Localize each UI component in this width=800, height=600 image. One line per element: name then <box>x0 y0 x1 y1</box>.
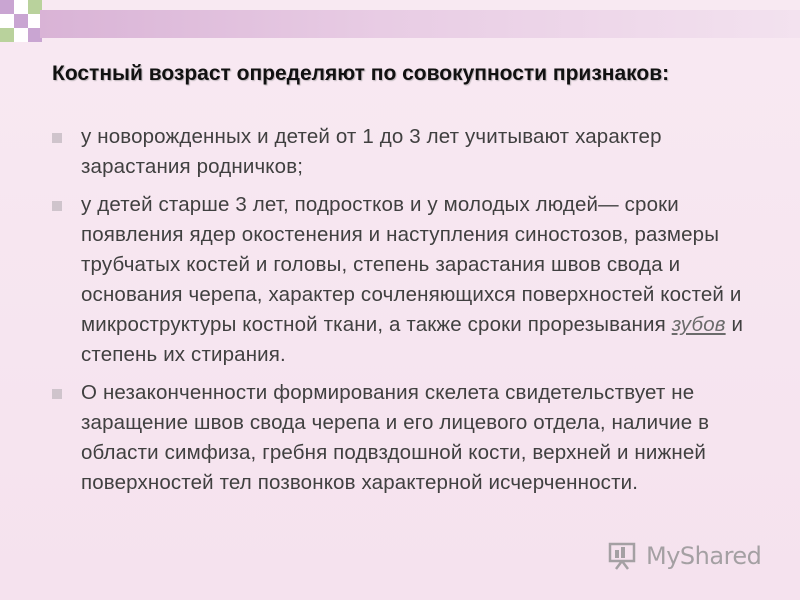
bullet-text-continued: и степень их стирания. <box>81 313 744 366</box>
deco-square <box>0 0 14 14</box>
deco-square <box>14 14 28 28</box>
square-bullet-icon <box>52 133 62 143</box>
deco-square <box>0 14 14 28</box>
title-bar-gradient <box>40 10 800 38</box>
bullet-text: у новорожденных и детей от 1 до 3 лет учитывают характер зарастания родничков; <box>81 125 662 178</box>
bullet-item <box>48 122 768 182</box>
square-bullet-icon <box>52 201 62 211</box>
watermark-text: MyShared <box>646 542 762 570</box>
teeth-link[interactable]: зубов <box>671 313 726 336</box>
deco-square <box>14 0 28 14</box>
bullet-item <box>48 190 768 370</box>
bullet-item <box>48 378 768 498</box>
presentation-board-icon <box>608 541 640 571</box>
bullet-text: О незаконченности формирования скелета свидетельствует не заращение швов свода черепа и его лицевого отдела, наличие в области симфиза, гребня подвздошной кости, верхней и нижней поверхностей тел позвонков характерной исчерченности. <box>81 381 710 494</box>
square-bullet-icon <box>52 389 62 399</box>
bullet-text: у детей старше 3 лет, подростков и у молодых людей— сроки появления ядер окостенения и наступления синостозов, размеры трубчатых костей и головы, степень зарастания швов свода и основания черепа, характер сочленяющихся поверхностей костей и микроструктуры костной ткани, а также сроки прорезывания <box>81 193 742 336</box>
deco-square <box>14 28 28 42</box>
bullet-list <box>48 122 768 506</box>
deco-square <box>0 28 14 42</box>
myshared-watermark <box>608 538 778 574</box>
slide-title: Костный возраст определяют по совокупности признаков: <box>52 62 670 85</box>
